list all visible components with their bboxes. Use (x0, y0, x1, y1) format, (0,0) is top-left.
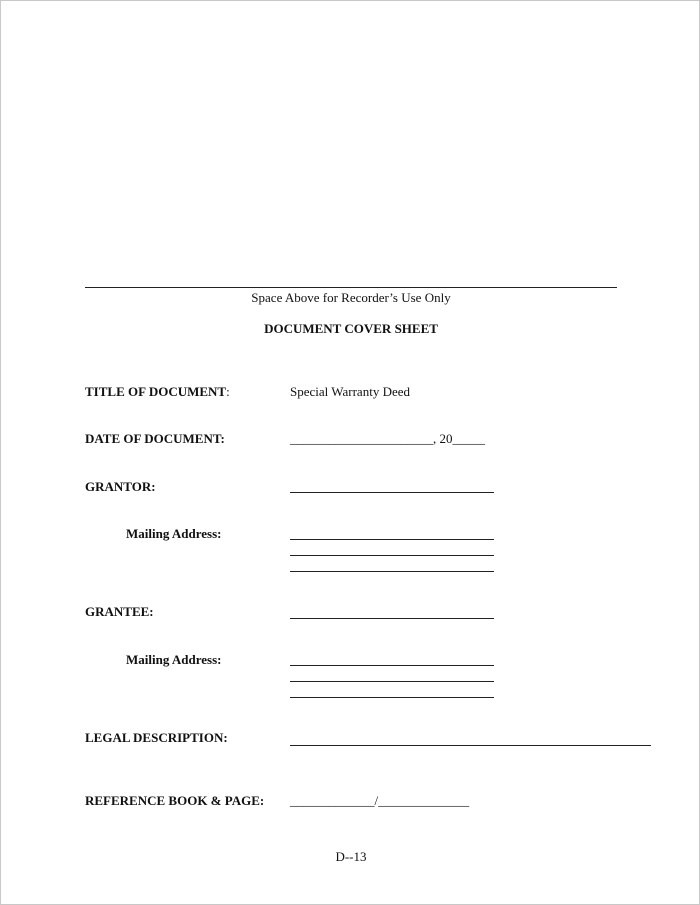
grantee-field-line[interactable] (290, 618, 494, 619)
grantor-address-line-2[interactable] (290, 555, 494, 556)
grantor-field-line[interactable] (290, 492, 494, 493)
title-of-document-colon: : (226, 384, 230, 399)
grantee-address-line-1[interactable] (290, 665, 494, 666)
legal-description-label: LEGAL DESCRIPTION: (85, 730, 228, 745)
grantee-address-line-2[interactable] (290, 681, 494, 682)
reference-book-page-field[interactable]: _____________/______________ (290, 793, 470, 808)
grantee-label: GRANTEE: (85, 604, 154, 619)
grantor-label: GRANTOR: (85, 479, 156, 494)
date-of-document-label: DATE OF DOCUMENT: (85, 431, 225, 446)
recorder-note: Space Above for Recorder’s Use Only (251, 290, 451, 305)
page-number: D--13 (335, 849, 367, 864)
grantee-mailing-address-label: Mailing Address: (126, 652, 222, 667)
title-of-document-label-text: TITLE OF DOCUMENT (85, 384, 227, 399)
title-of-document-label (85, 384, 230, 400)
recorder-space-divider (85, 287, 617, 288)
grantor-mailing-address-label: Mailing Address: (126, 526, 222, 541)
reference-book-page-label: REFERENCE BOOK & PAGE: (85, 793, 265, 808)
page-title: DOCUMENT COVER SHEET (264, 321, 438, 336)
grantee-address-line-3[interactable] (290, 697, 494, 698)
grantor-address-line-1[interactable] (290, 539, 494, 540)
title-of-document-value: Special Warranty Deed (290, 384, 410, 399)
grantor-address-line-3[interactable] (290, 571, 494, 572)
legal-description-field-line[interactable] (290, 745, 651, 746)
date-of-document-field[interactable]: ______________________, 20_____ (290, 431, 485, 446)
